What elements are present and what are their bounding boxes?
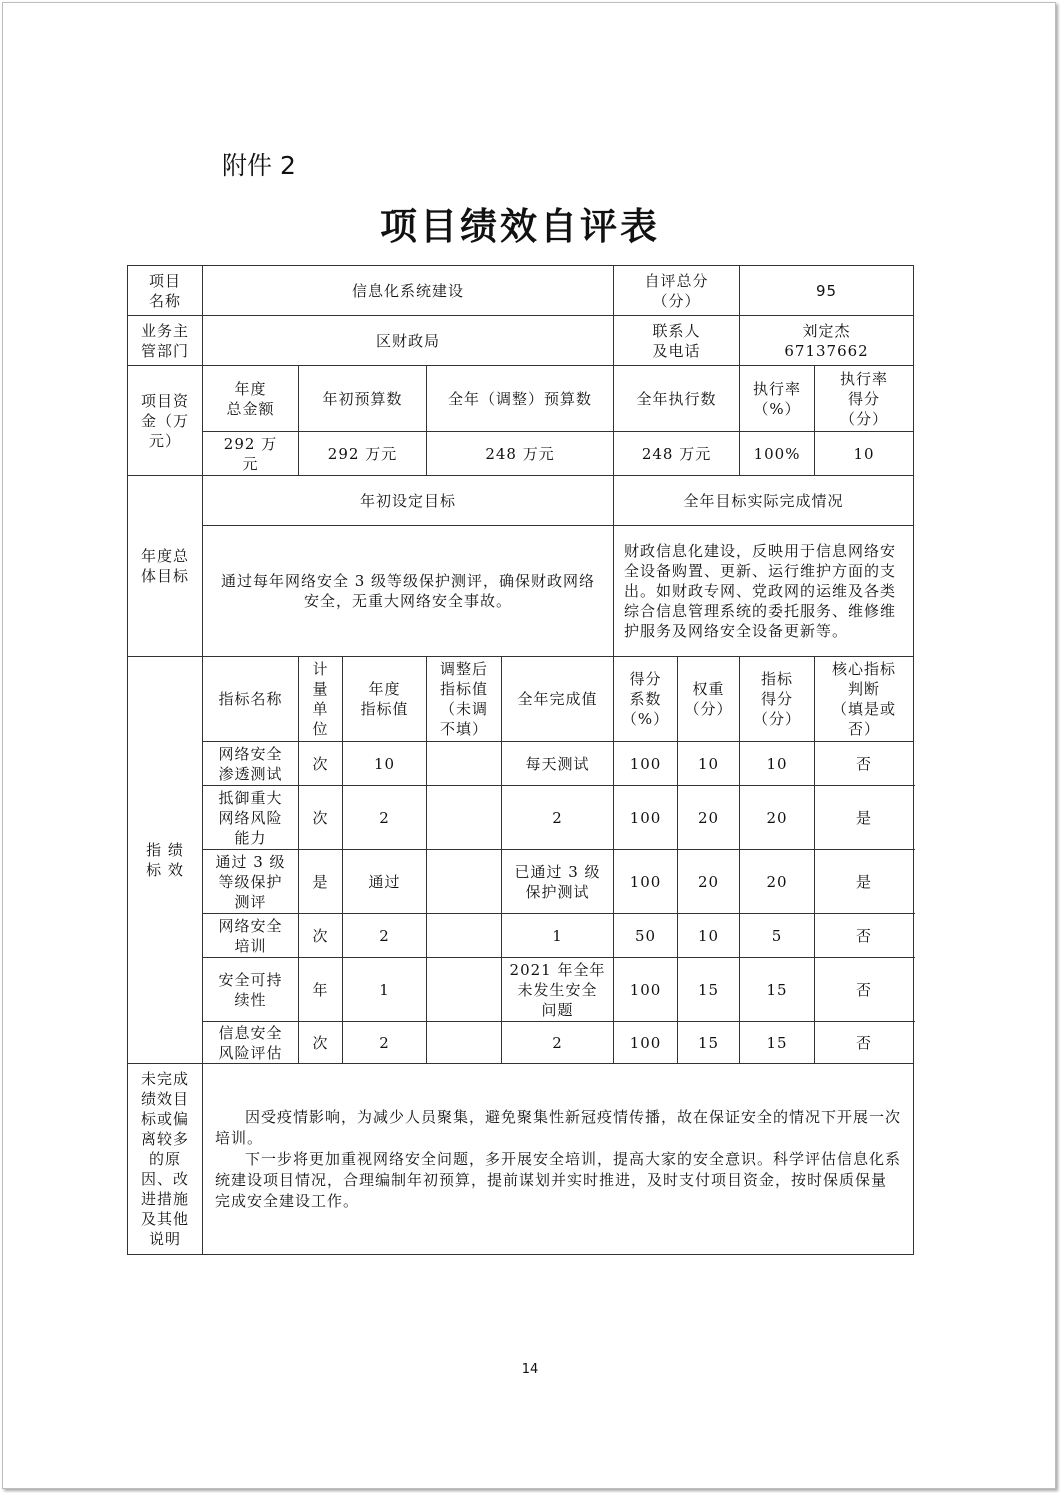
funds-label [128,366,203,476]
cell-text: 安全可持 续性 [218,970,283,1009]
value-text: 292 万 元 [223,434,278,473]
cell-text: 100 [629,980,662,999]
header-text: 指标 得分 （分） [753,670,802,728]
funds-header-rate [740,366,815,432]
indicator-completed [502,958,614,1022]
funds-value-total [203,432,299,476]
table-row [128,1022,914,1064]
funds-header-rate-score [815,366,914,432]
indicator-header-completed [502,657,614,742]
indicator-adjusted [427,786,502,850]
cell-text: 否 [856,1033,873,1052]
label-text: 自评总分 （分） [644,271,709,310]
value-text: 区财政局 [376,331,441,350]
header-text: 年度 指标值 [360,680,409,718]
indicator-header-target [343,657,427,742]
cell-text: 否 [856,980,873,999]
cell-text: 100 [629,872,662,891]
indicator-score [740,850,815,914]
header-text: 计 量 单 位 [312,660,329,738]
funds-value-initial [299,432,427,476]
indicator-completed [502,786,614,850]
indicator-name [203,958,299,1022]
indicator-name [203,786,299,850]
indicator-target [343,786,427,850]
cell-text: 已通过 3 级 保护测试 [514,862,601,901]
department-label [128,316,203,366]
cell-text: 100 [629,808,662,827]
goals-actual-text [614,526,914,657]
funds-header-executed [614,366,740,432]
indicator-coefficient [614,914,678,958]
indicator-coefficient [614,958,678,1022]
indicator-core [815,742,914,786]
indicator-score [740,958,815,1022]
indicator-adjusted [427,742,502,786]
cell-text: 100 [629,754,662,773]
document-title: 项目绩效自评表 [380,204,660,248]
cell-text: 次 [312,754,329,773]
department-value [203,316,614,366]
indicator-target [343,958,427,1022]
funds-value-adjusted [427,432,614,476]
funds-value-rate [740,432,815,476]
cell-text: 20 [697,872,720,891]
value-text: 信息化系统建设 [352,281,465,300]
indicator-coefficient [614,786,678,850]
cell-text: 1 [379,980,390,999]
cell-text: 次 [312,926,329,945]
indicator-unit [299,742,343,786]
indicator-score [740,1022,815,1064]
goals-plan-text [203,526,614,657]
indicator-weight [678,1022,740,1064]
cell-text: 次 [312,1033,329,1052]
body-text: 通过每年网络安全 3 级等级保护测评，确保财政网络安全，无重大网络安全事故。 [220,572,596,610]
cell-text: 次 [312,808,329,827]
indicator-adjusted [427,958,502,1022]
cell-text: 20 [766,808,788,827]
cell-text: 2 [379,926,390,945]
indicator-adjusted [427,1022,502,1064]
cell-text: 否 [856,926,873,945]
indicator-weight [678,786,740,850]
cell-text: 10 [766,754,788,773]
funds-header-adjusted [427,366,614,432]
cell-text: 5 [771,926,783,945]
goals-label [128,476,203,657]
cell-text: 2 [379,1033,390,1052]
header-text: 全年完成值 [517,690,598,708]
cell-text: 年 [312,980,329,999]
cell-text: 抵御重大 网络风险 能力 [218,788,283,847]
indicator-coefficient [614,742,678,786]
table-row [128,786,914,850]
value-text: 刘定杰 67137662 [784,321,869,360]
cell-text: 网络安全 培训 [218,916,283,955]
cell-text: 通过 [368,872,401,891]
table-row [128,914,914,958]
attachment-label: 附件 2 [222,151,296,180]
indicator-target [343,914,427,958]
notes-paragraph-1: 因受疫情影响，为减少人员聚集，避免聚集性新冠疫情传播，故在保证安全的情况下开展一次培训。 [215,1107,902,1147]
indicator-score [740,786,815,850]
indicator-target [343,850,427,914]
table-row [128,958,914,1022]
notes-label [128,1064,203,1255]
cell-text: 网络安全 渗透测试 [218,744,283,783]
indicator-unit [299,958,343,1022]
cell-text: 2 [552,808,563,827]
cell-text: 是 [856,808,873,827]
cell-text: 1 [552,926,563,945]
header-text: 年初预算数 [322,389,403,408]
indicator-header-score [740,657,815,742]
indicator-unit [299,914,343,958]
label-text: 未完成 绩效目 标或偏 离较多 的原 因、改 进措施 及其他 说明 [140,1070,189,1248]
project-name-value [203,266,614,316]
value-text: 10 [853,444,875,463]
indicator-weight [678,958,740,1022]
label-text: 业务主 管部门 [140,321,189,360]
cell-text: 是 [312,872,329,891]
cell-text: 15 [697,980,720,999]
header-text: 年度 总金额 [226,379,275,418]
header-text: 得分 系数 （%） [621,670,670,728]
cell-text: 10 [697,926,720,945]
value-text: 95 [816,281,838,300]
page-number: 14 [521,1362,539,1377]
indicator-name [203,742,299,786]
indicator-completed [502,850,614,914]
contact-value [740,316,914,366]
indicator-completed [502,1022,614,1064]
funds-header-initial [299,366,427,432]
indicator-adjusted [427,850,502,914]
header-text: 全年目标实际完成情况 [683,491,844,510]
indicator-name [203,1022,299,1064]
value-text: 292 万元 [327,444,398,463]
indicator-header-name [203,657,299,742]
funds-value-executed [614,432,740,476]
indicator-core [815,850,914,914]
header-text: 年初设定目标 [360,491,457,510]
indicator-header-weight [678,657,740,742]
notes-paragraph-2: 下一步将更加重视网络安全问题，多开展安全培训，提高大家的安全意识。科学评估信息化系统建设项目情况，合理编制年初预算，提前谋划并实时推进，及时支付项目资金，按时保质保量完成安全建设工作。 [215,1149,902,1210]
indicator-completed [502,914,614,958]
value-text: 248 万元 [485,444,555,463]
cell-text: 15 [766,1033,788,1052]
indicators-label [128,657,203,1064]
indicator-weight [678,850,740,914]
header-text: 指标名称 [218,690,283,708]
indicator-weight [678,742,740,786]
indicator-header-adjusted [427,657,502,742]
label-text: 项目 名称 [148,271,181,310]
label-text: 联系人 及电话 [652,321,701,360]
cell-text: 10 [373,754,396,773]
header-text: 执行率 得分 （分） [840,369,889,428]
indicator-score [740,914,815,958]
indicator-name [203,850,299,914]
indicator-unit [299,786,343,850]
indicator-target [343,1022,427,1064]
indicator-header-coefficient [614,657,678,742]
cell-text: 100 [629,1033,662,1052]
label-text: 指 绩 标 效 [146,841,184,879]
value-text: 100% [753,444,801,463]
header-text: 权重 （分） [684,680,733,718]
value-text: 248 万元 [641,444,712,463]
indicator-name [203,914,299,958]
cell-text: 15 [697,1033,720,1052]
goals-actual-header [614,476,914,526]
cell-text: 2 [379,808,390,827]
indicator-coefficient [614,850,678,914]
table-row [128,850,914,914]
self-score-label [614,266,740,316]
body-text: 财政信息化建设，反映用于信息网络安全设备购置、更新、运行维护方面的支出。如财政专网、党政网的运维及各类综合信息管理系统的委托服务、维修维护服务及网络安全设备更新等。 [624,542,897,640]
self-score-value [740,266,914,316]
label-text: 年度总 体目标 [140,547,189,585]
project-name-label [128,266,203,316]
cell-text: 20 [766,872,788,891]
header-text: 核心指标 判断 （填是或 否） [832,660,897,738]
cell-text: 15 [766,980,788,999]
indicator-header-unit [299,657,343,742]
indicator-unit [299,850,343,914]
indicator-target [343,742,427,786]
cell-text: 信息安全 风险评估 [218,1023,283,1062]
cell-text: 通过 3 级 等级保护 测评 [215,852,286,911]
header-text: 执行率 （%） [753,379,802,418]
indicator-header-core [815,657,914,742]
cell-text: 每天测试 [525,754,590,773]
indicator-core [815,1022,914,1064]
table-row [128,742,914,786]
cell-text: 10 [697,754,720,773]
indicator-score [740,742,815,786]
indicator-completed [502,742,614,786]
notes-body [203,1064,914,1255]
indicator-unit [299,1022,343,1064]
header-text: 调整后 指标值 （未调 不填） [439,660,488,738]
cell-text: 是 [856,872,873,891]
cell-text: 20 [697,808,720,827]
cell-text: 否 [856,754,873,773]
funds-header-total [203,366,299,432]
contact-label [614,316,740,366]
evaluation-table [127,265,914,1255]
goals-plan-header [203,476,614,526]
cell-text: 2 [552,1033,563,1052]
indicator-core [815,786,914,850]
indicator-coefficient [614,1022,678,1064]
header-text: 全年执行数 [636,389,717,408]
indicator-core [815,958,914,1022]
indicator-adjusted [427,914,502,958]
funds-value-rate-score [815,432,914,476]
label-text: 项目资 金（万 元） [140,391,189,450]
cell-text: 50 [634,926,657,945]
indicator-weight [678,914,740,958]
cell-text: 2021 年全年 未发生安全 问题 [509,960,606,1019]
header-text: 全年（调整）预算数 [448,389,593,408]
indicator-core [815,914,914,958]
